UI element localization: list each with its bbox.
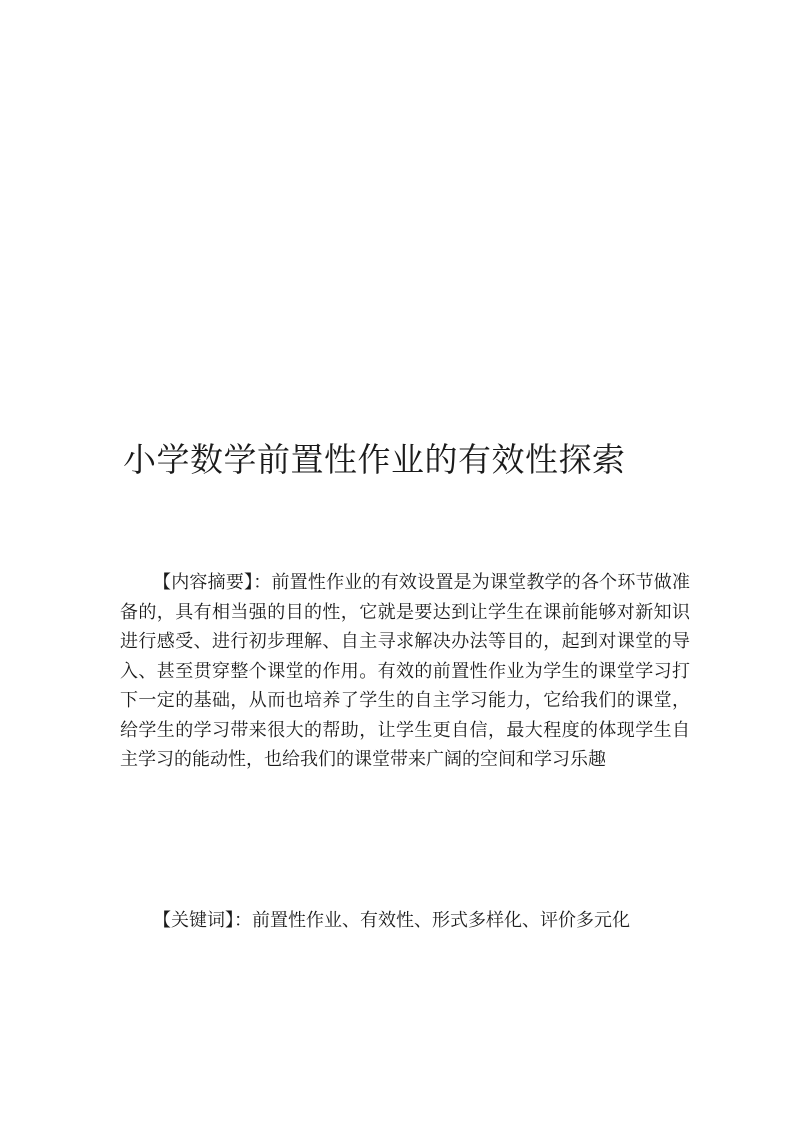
keywords-label: 【关键词】： xyxy=(153,910,252,931)
abstract-paragraph xyxy=(120,568,690,775)
abstract-text: 前置性作业的有效设置是为课堂教学的各个环节做准备的，具有相当强的目的性，它就是要达到让学生在课前能够对新知识进行感受、进行初步理解、自主寻求解决办法等目的，起到对课堂的导入、甚至贯穿整个课堂的作用。有效的前置性作业为学生的课堂学习打下一定的基础，从而也培养了学生的自主学习能力，它给我们的课堂，给学生的学习带来很大的帮助，让学生更自信，最大程度的体现学生自主学习的能动性，也给我们的课堂带来广阔的空间和学习乐趣 xyxy=(120,572,691,770)
keywords-line xyxy=(153,906,630,936)
keywords-text: 前置性作业、有效性、形式多样化、评价多元化 xyxy=(252,910,630,931)
document-title: 小学数学前置性作业的有效性探索 xyxy=(123,440,626,479)
abstract-label: 【内容摘要】： xyxy=(153,572,272,593)
